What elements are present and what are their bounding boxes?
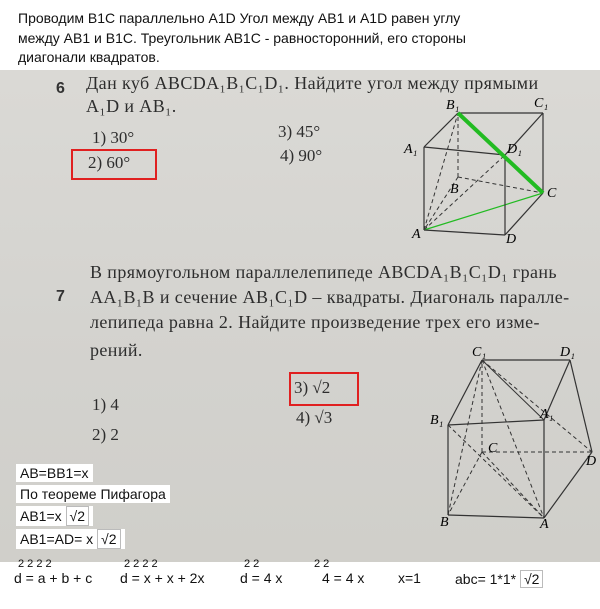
problem-7-number: 7 [56, 288, 65, 305]
problem-6-number: 6 [56, 80, 65, 97]
formula-6-text: abc= 1*1* [455, 571, 517, 587]
problem-7-option-2: 2) 2 [92, 425, 119, 444]
box7-label-c: C [488, 441, 498, 456]
formula-1: d = a + b + c [14, 570, 93, 586]
work-line-4-text: AB1=AD= x [20, 531, 94, 547]
problem-6-option-4: 4) 90° [280, 146, 323, 165]
box7-label-a1: A₁ [540, 407, 554, 422]
problem-7-text-line4: рений. [90, 340, 143, 360]
problem-6-text-line1: Дан куб ABCDA₁B₁C₁D₁. Найдите угол между прямыми [86, 73, 539, 93]
problem-6-text-line2: A₁D и AB₁. [86, 96, 177, 116]
work-line-4 [16, 529, 125, 549]
problem-6-answer-box [71, 149, 157, 180]
problem-7-option-3: 3) √2 [294, 378, 331, 397]
cube6-label-c1: C₁ [534, 96, 549, 111]
formula-3: d = 4 x [240, 570, 283, 586]
note-line-2: между AB1 и B1C. Треугольник AB1C - равносторонний, его стороны [18, 30, 466, 46]
formula-2: d = x + x + 2x [120, 570, 205, 586]
problem-7-answer-box [289, 372, 359, 406]
cube6-label-d: D [506, 232, 517, 245]
problem-7-option-4: 4) √3 [296, 408, 333, 427]
formula-4-superscripts: 2 2 [314, 558, 330, 570]
problem-7-text-line2: AA₁B₁B и сечение AB₁C₁D – квадраты. Диагональ паралле- [90, 287, 570, 307]
formula-6 [455, 570, 543, 588]
box7-label-b1: B₁ [430, 413, 444, 428]
box7-label-b: B [440, 515, 449, 530]
problem-6-option-2: 2) 60° [88, 153, 131, 172]
problem-6-option-1: 1) 30° [92, 128, 135, 147]
problem-7-text-line3: лепипеда равна 2. Найдите произведение трех его изме- [90, 312, 540, 332]
problem-7-parallelepiped-figure [430, 340, 600, 530]
work-line-4-root: √2 [97, 529, 120, 549]
formula-2-superscripts: 2 2 2 2 [124, 558, 158, 570]
work-line-3-text: AB1=x [20, 508, 62, 524]
problem-7-text-line1: В прямоугольном параллелепипеде ABCDA₁B₁C₁D₁ грань [90, 262, 558, 282]
cube6-label-c: C [547, 186, 557, 201]
work-line-1: AB=BB1=x [16, 464, 93, 482]
note-line-3: диагонали квадратов. [18, 49, 160, 65]
cube6-label-b: B [450, 182, 459, 197]
problem-6-option-3: 3) 45° [278, 122, 321, 141]
work-line-3-root: √2 [66, 506, 89, 526]
formula-5: x=1 [398, 570, 421, 586]
box7-label-d: D [586, 454, 597, 469]
box7-label-d1: D₁ [560, 345, 575, 360]
problem-7-option-1: 1) 4 [92, 395, 119, 414]
cube6-label-b1: B₁ [446, 98, 460, 113]
cube6-label-a: A [412, 227, 421, 242]
note-line-1: Проводим B1C параллельно A1D Угол между AB1 и A1D равен углу [18, 10, 461, 26]
formula-4: 4 = 4 x [322, 570, 365, 586]
cube6-label-d1: D₁ [507, 142, 522, 157]
formula-6-root: √2 [520, 570, 543, 588]
formula-3-superscripts: 2 2 [244, 558, 260, 570]
problem-6-cube-figure [400, 95, 570, 245]
cube6-label-a1: A₁ [404, 142, 418, 157]
work-line-2: По теореме Пифагора [16, 485, 170, 503]
formula-1-superscripts: 2 2 2 2 [18, 558, 52, 570]
box7-label-a: A [540, 517, 549, 530]
box7-label-c1: C₁ [472, 345, 487, 360]
work-line-3 [16, 506, 93, 526]
